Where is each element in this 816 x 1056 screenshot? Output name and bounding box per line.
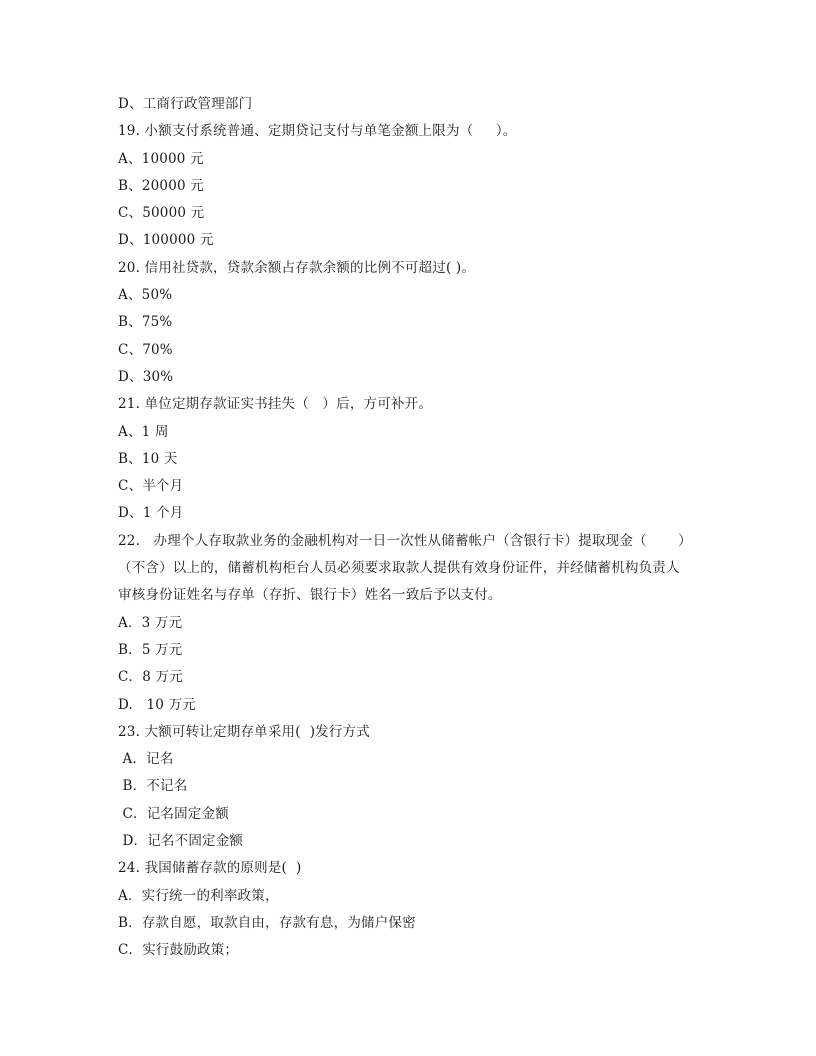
option-a-q24: A．实行统一的利率政策， bbox=[118, 887, 279, 904]
option-b-q19: B、20000 元 bbox=[118, 177, 204, 194]
question-22-line-2: （不含）以上的，储蓄机构柜台人员必须要求取款人提供有效身份证件，并经储蓄机构负责人 bbox=[118, 560, 680, 577]
option-a-q20: A、50% bbox=[118, 287, 173, 304]
option-a-q22: A．3 万元 bbox=[118, 614, 183, 631]
question-22-line-1: 22. 办理个人存取款业务的金融机构对一日一次性从储蓄帐户（含银行卡）提取现金（ ） bbox=[118, 532, 692, 549]
question-21: 21. 单位定期存款证实书挂失（ ）后，方可补开。 bbox=[118, 396, 433, 413]
option-a-q19: A、10000 元 bbox=[118, 150, 204, 167]
option-b-q20: B、75% bbox=[118, 314, 173, 331]
document-page bbox=[118, 94, 708, 968]
option-c-q21: C、半个月 bbox=[118, 478, 184, 495]
question-22-line-3: 审核身份证姓名与存单（存折、银行卡）姓名一致后予以支付。 bbox=[118, 587, 502, 604]
option-c-q22: C．8 万元 bbox=[118, 669, 183, 686]
option-d-q21: D、1 个月 bbox=[118, 505, 184, 522]
question-20: 20. 信用社贷款，贷款余额占存款余额的比例不可超过( )。 bbox=[118, 259, 476, 276]
option-d-q19: D、100000 元 bbox=[118, 232, 214, 249]
option-d-q23: D．记名不固定金额 bbox=[118, 833, 244, 850]
question-23: 23. 大额可转让定期存单采用( )发行方式 bbox=[118, 723, 370, 740]
option-a-q21: A、1 周 bbox=[118, 423, 169, 440]
option-c-q23: C．记名固定金额 bbox=[118, 805, 229, 822]
option-d-q22: D. 10 万元 bbox=[118, 696, 196, 713]
option-d-q20: D、30% bbox=[118, 368, 174, 385]
option-b-q22: B．5 万元 bbox=[118, 641, 183, 658]
option-d-q18: D、工商行政管理部门 bbox=[118, 96, 253, 112]
option-b-q24: B．存款自愿，取款自由，存款有息，为储户保密 bbox=[118, 914, 416, 931]
option-a-q23: A．记名 bbox=[118, 751, 174, 768]
question-19: 19. 小额支付系统普通、定期贷记支付与单笔金额上限为（ ）。 bbox=[118, 123, 517, 140]
option-c-q24: C．实行鼓励政策； bbox=[118, 942, 239, 959]
option-c-q19: C、50000 元 bbox=[118, 205, 205, 222]
question-24: 24. 我国储蓄存款的原则是( ) bbox=[118, 860, 302, 877]
option-c-q20: C、70% bbox=[118, 341, 173, 358]
option-b-q23: B．不记名 bbox=[118, 778, 188, 795]
option-b-q21: B、10 天 bbox=[118, 450, 178, 467]
